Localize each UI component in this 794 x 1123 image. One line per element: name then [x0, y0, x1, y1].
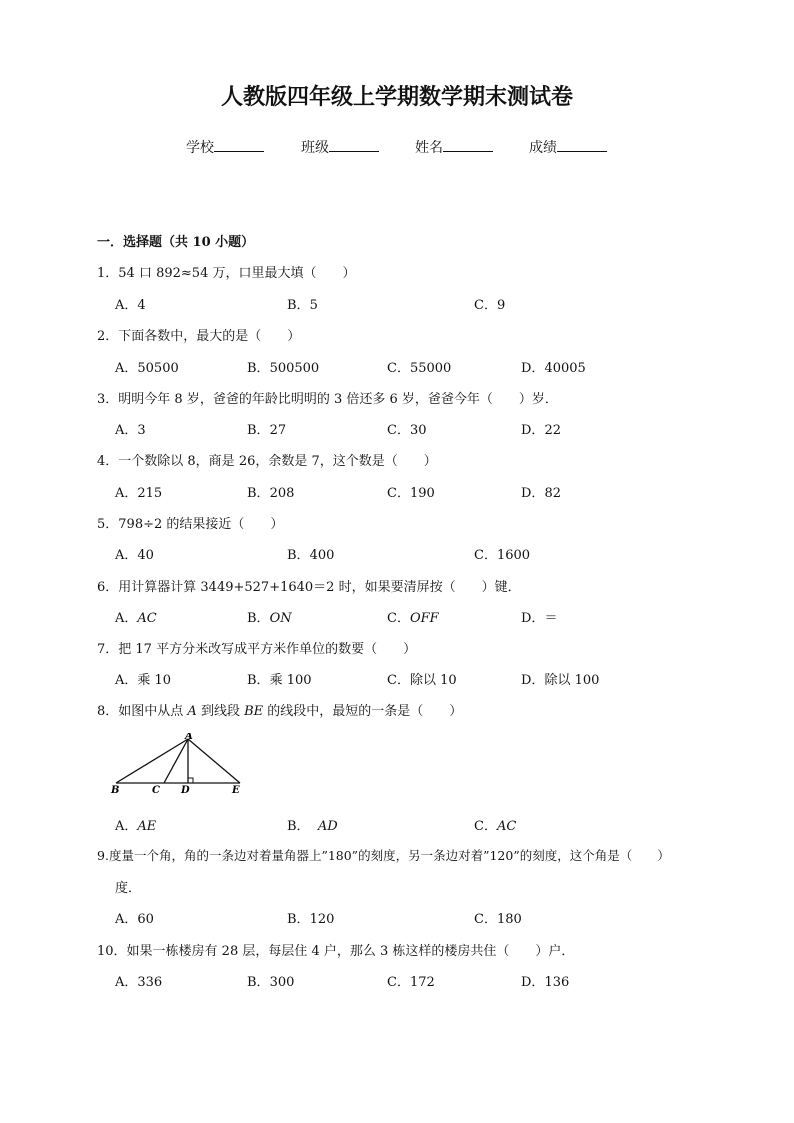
q8-option-b[interactable]: B． AD: [287, 819, 338, 834]
q3-option-c[interactable]: C．30: [387, 423, 427, 438]
q4-option-a[interactable]: A．215: [115, 486, 163, 501]
q3-option-b[interactable]: B．27: [247, 423, 287, 438]
question-9: 9.度量一个角，角的一条边对着量角器上”180”的刻度，另一条边对着”120”的刻度，这个角是（ ）: [97, 848, 670, 863]
q8-option-a[interactable]: A．AE: [115, 819, 157, 834]
segment-ae: [188, 739, 240, 783]
q9-option-b[interactable]: B．120: [287, 912, 335, 927]
q5-option-c[interactable]: C．1600: [474, 548, 531, 563]
question-1: 1．54 口 892≈54 万，口里最大填（ ）: [97, 266, 356, 281]
q5-option-a[interactable]: A．40: [115, 548, 154, 563]
q1-option-c[interactable]: C．9: [474, 298, 506, 313]
q3-option-d[interactable]: D．22: [521, 423, 561, 438]
page-title: 人教版四年级上学期数学期末测试卷: [220, 85, 573, 110]
label-c: C: [152, 785, 160, 795]
q7-option-b[interactable]: B．乘 100: [247, 673, 312, 688]
label-e: E: [232, 785, 240, 795]
question-3: 3．明明今年 8 岁，爸爸的年龄比明明的 3 倍还多 6 岁，爸爸今年（ ）岁．: [97, 392, 558, 407]
q9-option-a[interactable]: A．60: [115, 912, 154, 927]
question-8: 8．如图中从点 A 到线段 BE 的线段中，最短的一条是（ ）: [97, 704, 463, 719]
school-field[interactable]: 学校: [186, 137, 264, 157]
right-angle-mark: [188, 778, 193, 783]
q4-option-d[interactable]: D．82: [521, 486, 561, 501]
q10-option-c[interactable]: C．172: [387, 975, 435, 990]
question-5: 5．798÷2 的结果接近（ ）: [97, 517, 284, 532]
q4-option-c[interactable]: C．190: [387, 486, 435, 501]
question-7: 7．把 17 平方分米改写成平方米作单位的数要（ ）: [97, 642, 417, 657]
q7-option-c[interactable]: C．除以 10: [387, 673, 457, 688]
q10-option-d[interactable]: D．136: [521, 975, 570, 990]
q5-option-b[interactable]: B．400: [287, 548, 335, 563]
q9-option-c[interactable]: C．180: [474, 912, 522, 927]
q1-option-a[interactable]: A．4: [115, 298, 146, 313]
label-a: A: [185, 733, 193, 742]
name-field[interactable]: 姓名: [415, 137, 493, 157]
q2-option-a[interactable]: A．50500: [115, 361, 179, 376]
q2-option-c[interactable]: C．55000: [387, 361, 452, 376]
q6-option-b[interactable]: B．ON: [247, 611, 292, 626]
question-4: 4．一个数除以 8，商是 26，余数是 7，这个数是（ ）: [97, 454, 437, 469]
label-d: D: [181, 785, 190, 795]
question-2: 2．下面各数中，最大的是（ ）: [97, 329, 301, 344]
q6-option-d[interactable]: D．＝: [521, 611, 558, 626]
score-field[interactable]: 成绩: [529, 137, 607, 157]
q6-option-a[interactable]: A．AC: [115, 611, 157, 626]
q2-option-b[interactable]: B．500500: [247, 361, 320, 376]
question-6: 6．用计算器计算 3449+527+1640＝2 时，如果要清屏按（ ）键．: [97, 580, 521, 595]
q2-option-d[interactable]: D．40005: [521, 361, 586, 376]
question-9-continuation: 度．: [115, 881, 142, 896]
q7-option-a[interactable]: A．乘 10: [115, 673, 172, 688]
q4-option-b[interactable]: B．208: [247, 486, 295, 501]
q10-option-b[interactable]: B．300: [247, 975, 295, 990]
class-field[interactable]: 班级: [301, 137, 379, 157]
q10-option-a[interactable]: A．336: [115, 975, 163, 990]
segment-ab: [116, 739, 188, 783]
q1-option-b[interactable]: B．5: [287, 298, 318, 313]
q3-option-a[interactable]: A．3: [115, 423, 146, 438]
question-10: 10．如果一栋楼房有 28 层，每层住 4 户，那么 3 栋这样的楼房共住（ ）户．: [97, 944, 575, 959]
q8-option-c[interactable]: C．AC: [474, 819, 517, 834]
q7-option-d[interactable]: D．除以 100: [521, 673, 600, 688]
q6-option-c[interactable]: C．OFF: [387, 611, 439, 626]
label-b: B: [111, 785, 120, 795]
triangle-figure: [108, 733, 248, 795]
section-title: 一．选择题（共 10 小题）: [97, 235, 255, 250]
